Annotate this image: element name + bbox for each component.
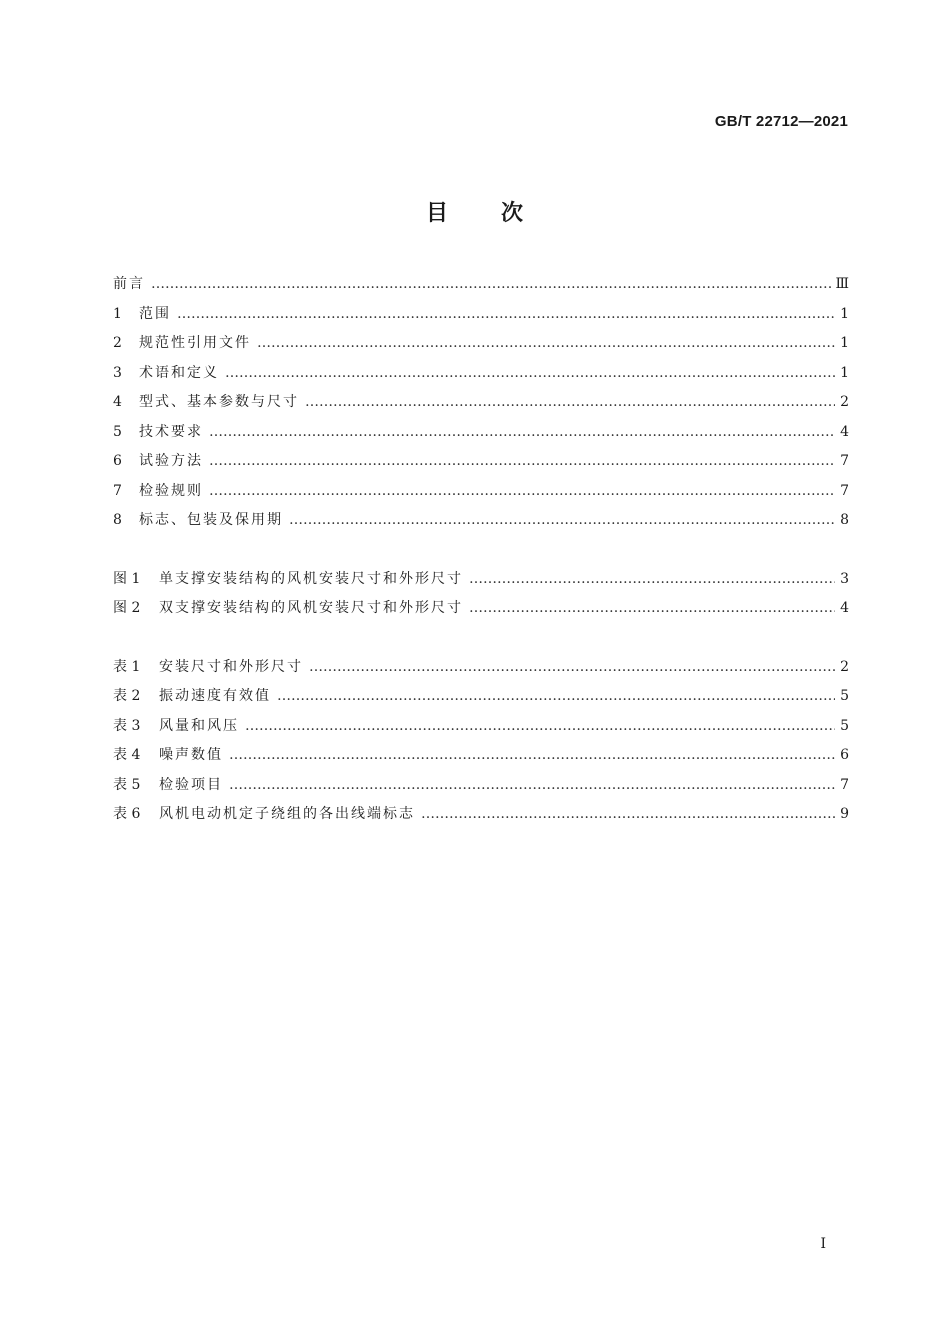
toc-entry-number: 6 — [113, 453, 122, 469]
toc-entry-page: 1 — [840, 335, 849, 351]
toc-entry[interactable] — [113, 741, 849, 771]
toc-leader-dots — [229, 771, 835, 801]
toc-chapters — [113, 270, 849, 536]
toc-entry[interactable] — [113, 771, 849, 801]
toc-entry[interactable] — [113, 329, 849, 359]
toc-entry-label: 试验方法 — [139, 453, 203, 469]
toc-leader-dots — [305, 388, 835, 418]
toc-entry-number: 表 1 — [113, 658, 141, 675]
toc-entry-label: 技术要求 — [139, 423, 203, 440]
toc-entry-number: 表 4 — [113, 747, 141, 763]
toc-entry-page: 6 — [840, 747, 849, 763]
toc-leader-dots — [177, 300, 835, 330]
toc-leader-dots — [245, 712, 835, 742]
toc-entry-label: 风机电动机定子绕组的各出线端标志 — [159, 806, 415, 822]
toc-entry-label: 检验规则 — [139, 482, 203, 499]
toc-entry-page: 8 — [840, 512, 849, 528]
toc-tables — [113, 653, 849, 830]
toc-leader-dots — [309, 653, 835, 683]
table-of-contents — [113, 270, 849, 830]
toc-leader-dots — [277, 682, 835, 712]
toc-entry[interactable] — [113, 653, 849, 683]
toc-entry-page: 1 — [840, 305, 849, 322]
toc-entry-page: 4 — [840, 600, 849, 616]
toc-entry-label: 术语和定义 — [139, 364, 219, 381]
toc-entry-page: 3 — [840, 570, 849, 587]
toc-leader-dots — [469, 565, 835, 595]
toc-entry-label: 噪声数值 — [159, 747, 223, 763]
toc-entry[interactable] — [113, 388, 849, 418]
toc-entry[interactable] — [113, 506, 849, 536]
toc-entry[interactable] — [113, 300, 849, 330]
toc-entry-label: 风量和风压 — [159, 717, 239, 734]
toc-entry-page: 1 — [840, 364, 849, 381]
toc-entry-number: 7 — [113, 482, 122, 499]
standard-number: GB/T 22712—2021 — [714, 113, 848, 130]
page-title — [0, 196, 950, 227]
toc-entry-number: 表 2 — [113, 688, 141, 704]
toc-entry-number: 图 2 — [113, 600, 141, 616]
toc-entry-label: 型式、基本参数与尺寸 — [139, 394, 299, 410]
toc-entry-number: 图 1 — [113, 570, 141, 587]
toc-entry-page: 7 — [840, 776, 849, 793]
toc-leader-dots — [421, 800, 835, 830]
toc-entry-page: 2 — [840, 394, 849, 410]
toc-leader-dots — [209, 418, 835, 448]
toc-entry-label: 范围 — [139, 305, 171, 322]
toc-entry-number: 表 6 — [113, 806, 141, 822]
toc-entry-number: 3 — [113, 364, 122, 381]
toc-entry[interactable] — [113, 477, 849, 507]
toc-entry-number: 5 — [113, 423, 122, 440]
toc-leader-dots — [257, 329, 835, 359]
toc-entry-page: 4 — [840, 423, 849, 440]
toc-entry-label: 振动速度有效值 — [159, 688, 271, 704]
toc-entry-number: 2 — [113, 335, 122, 351]
toc-leader-dots — [209, 477, 835, 507]
toc-entry[interactable] — [113, 594, 849, 624]
toc-entry-number: 表 3 — [113, 717, 141, 734]
toc-entry-label: 前言 — [113, 276, 145, 292]
toc-entry[interactable] — [113, 682, 849, 712]
toc-leader-dots — [225, 359, 835, 389]
toc-entry[interactable] — [113, 270, 849, 300]
toc-entry[interactable] — [113, 359, 849, 389]
toc-entry-page: 7 — [840, 453, 849, 469]
toc-entry[interactable] — [113, 800, 849, 830]
toc-entry-number: 表 5 — [113, 776, 141, 793]
title-char-1: 目 — [425, 201, 449, 226]
toc-entry-label: 双支撑安装结构的风机安装尺寸和外形尺寸 — [159, 600, 463, 616]
toc-entry-number: 4 — [113, 394, 122, 410]
toc-entry-label: 规范性引用文件 — [139, 335, 251, 351]
toc-leader-dots — [289, 506, 835, 536]
toc-leader-dots — [209, 447, 835, 477]
toc-entry-number: 8 — [113, 512, 122, 528]
toc-figures — [113, 565, 849, 624]
toc-entry-page: 2 — [840, 658, 849, 675]
toc-entry[interactable] — [113, 447, 849, 477]
toc-leader-dots — [469, 594, 835, 624]
toc-entry-label: 单支撑安装结构的风机安装尺寸和外形尺寸 — [159, 570, 463, 587]
toc-entry-label: 检验项目 — [159, 776, 223, 793]
toc-entry-label: 安装尺寸和外形尺寸 — [159, 658, 303, 675]
toc-leader-dots — [229, 741, 835, 771]
page-number: I — [820, 1236, 826, 1252]
toc-entry[interactable] — [113, 712, 849, 742]
toc-entry-number: 1 — [113, 305, 122, 322]
toc-entry-page: 5 — [840, 717, 849, 734]
toc-leader-dots — [151, 270, 831, 300]
toc-entry-page: 5 — [840, 688, 849, 704]
toc-entry-page: 9 — [840, 806, 849, 822]
toc-entry-label: 标志、包装及保用期 — [139, 512, 283, 528]
toc-entry-page: Ⅲ — [835, 276, 849, 292]
toc-entry[interactable] — [113, 418, 849, 448]
toc-entry[interactable] — [113, 565, 849, 595]
title-char-2: 次 — [501, 201, 525, 226]
toc-entry-page: 7 — [840, 482, 849, 499]
